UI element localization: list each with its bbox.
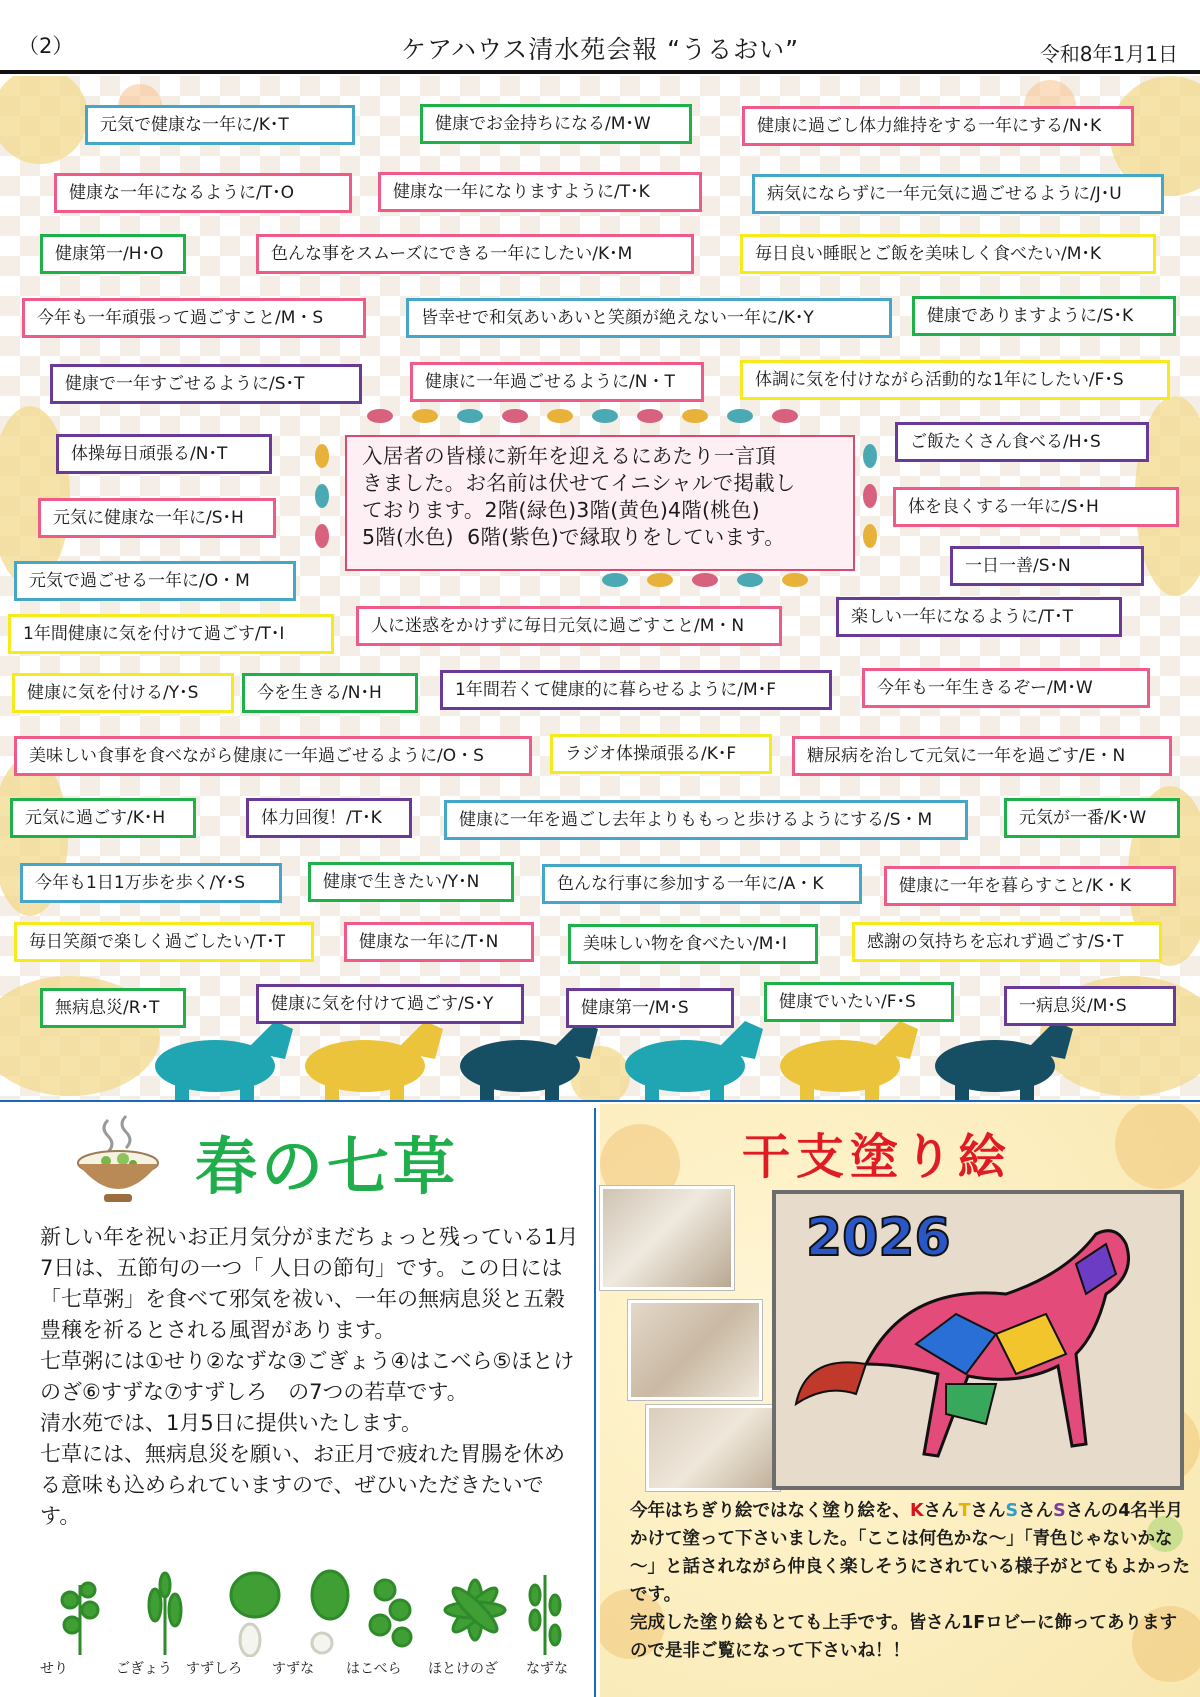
herb-label: ほとけのざ: [428, 1661, 498, 1677]
herb-label: すずしろ: [186, 1661, 243, 1677]
artwork-year-label: 2026: [806, 1208, 951, 1268]
activity-photo: [628, 1300, 762, 1400]
wish-card: 病気にならずに一年元気に過ごせるように/J･U: [752, 174, 1164, 214]
wish-card: 元気で過ごせる一年に/O・M: [14, 561, 296, 601]
wish-card: 元気に過ごす/K･H: [10, 798, 196, 838]
nanakusa-body: [40, 1222, 580, 1532]
wish-card: 毎日笑顔で楽しく過ごしたい/T･T: [14, 922, 314, 962]
eto-text-part: 今年はちぎり絵ではなく塗り絵を、: [630, 1501, 910, 1521]
wish-card: 人に迷惑をかけずに毎日元気に過ごすこと/M・N: [356, 606, 782, 646]
column-divider: [594, 1108, 596, 1697]
section-divider: [0, 1100, 1200, 1102]
initial-s: S: [1005, 1501, 1019, 1521]
wish-card: 一病息災/M･S: [1004, 986, 1176, 1026]
wish-card: 毎日良い睡眠とご飯を美味しく食べたい/M･K: [740, 234, 1156, 274]
eto-text-part: さん: [923, 1501, 959, 1521]
wish-card: 健康に一年を暮らすこと/K・K: [884, 866, 1176, 906]
initial-s: S: [1053, 1501, 1066, 1521]
eto-coloring-title: 干支塗り絵: [742, 1129, 1013, 1185]
wish-card: 色んな行事に参加する一年に/A・K: [542, 864, 862, 904]
wish-card: 無病息災/R･T: [40, 988, 186, 1028]
wish-card: 楽しい一年になるように/T･T: [836, 597, 1122, 637]
wish-card: 健康でありますように/S･K: [912, 296, 1176, 336]
wish-card: 体を良くする一年に/S･H: [893, 487, 1179, 527]
wish-card: 皆幸せで和気あいあいと笑顔が絶えない一年に/K･Y: [406, 298, 892, 338]
colorful-horse-drawing: [776, 1194, 1180, 1486]
wish-card: 健康でいたい/F･S: [764, 982, 954, 1022]
wish-card: 健康に一年過ごせるように/N・T: [410, 362, 704, 402]
nanakusa-title: 春の七草: [195, 1130, 460, 1203]
herb-label: ごぎょう: [116, 1661, 172, 1677]
wish-card: 健康でお金持ちになる/M･W: [420, 104, 692, 144]
activity-photo: [600, 1186, 734, 1290]
wish-card: 健康に過ごし体力維持をする一年にする/N･K: [742, 106, 1134, 146]
wish-card: 体調に気を付けながら活動的な1年にしたい/F･S: [740, 360, 1170, 400]
wish-card: 元気で健康な一年に/K･T: [85, 105, 355, 145]
rice-porridge-bowl-icon: [68, 1108, 168, 1208]
wish-card: 今年も1日1万歩を歩く/Y･S: [20, 863, 282, 903]
herb-label: はこべら: [346, 1661, 402, 1677]
nanakusa-paragraph: 新しい年を祝いお正月気分がまだちょっと残っている1月7日は、五節句の一つ「 人日の節句」です。この日には「七草粥」を食べて邪気を祓い、一年の無病息災と五穀豊穣を祈るとされる風習があります。: [40, 1225, 579, 1342]
page-header: [0, 0, 1200, 72]
wish-card: 健康な一年になるように/T･O: [54, 173, 352, 213]
wish-card: 糖尿病を治して元気に一年を過ごす/E・N: [792, 736, 1172, 776]
wish-card: 感謝の気持ちを忘れず過ごす/S･T: [852, 922, 1162, 962]
wish-card: 健康第一/H･O: [40, 234, 186, 274]
wish-card: 美味しい食事を食べながら健康に一年過ごせるように/O・S: [14, 736, 532, 776]
initial-k: K: [910, 1501, 924, 1521]
eto-text-part: 完成した塗り絵もとても上手です。皆さん1Fロビーに飾ってありますので是非ご覧になって下さいね！！: [630, 1613, 1178, 1661]
wish-card: 美味しい物を食べたい/M･I: [568, 924, 818, 964]
intro-message-box: 入居者の皆様に新年を迎えるにあたり一言頂 きました。お名前は伏せてイニシャルで掲載し ております。2階(緑色)3階(黄色)4階(桃色) 5階(水色) 6階(紫色)で縁取りをしています。: [345, 435, 855, 571]
wish-card: 一日一善/S･N: [950, 546, 1144, 586]
eto-text-part: さん: [1018, 1501, 1054, 1521]
herb-label: せり: [40, 1661, 68, 1677]
wish-card: 健康で生きたい/Y･N: [308, 862, 514, 902]
wish-card: 健康に気を付けて過ごす/S･Y: [256, 984, 524, 1024]
wish-card: 今を生きる/N･H: [242, 673, 418, 713]
herb-label: なずな: [526, 1661, 568, 1677]
eto-coloring-description: [630, 1497, 1190, 1665]
nanakusa-paragraph: 清水苑では、1月5日に提供いたします。: [40, 1411, 423, 1435]
horse-coloring-artwork: [772, 1190, 1184, 1490]
wish-card: 健康な一年になりますように/T･K: [378, 172, 702, 212]
wish-card: 健康第一/M･S: [566, 988, 734, 1028]
wish-card: ご飯たくさん食べる/H･S: [895, 422, 1149, 462]
wish-card: 今年も一年生きるぞー/M･W: [862, 668, 1150, 708]
wish-card: 健康に気を付ける/Y･S: [12, 673, 234, 713]
wish-card: 体力回復！/T･K: [246, 798, 412, 838]
nanakusa-paragraph: 七草粥には①せり②なずな③ごぎょう④はこべら⑤ほとけのざ⑥すずな⑦すずしろ の7つの若草です。: [40, 1349, 575, 1404]
wish-card: 健康で一年すごせるように/S･T: [50, 364, 362, 404]
wish-card: 元気が一番/K･W: [1004, 798, 1180, 838]
header-rule: [0, 70, 1200, 74]
newsletter-title: ケアハウス清水苑会報 “うるおい”: [400, 35, 800, 64]
issue-date: 令和8年1月1日: [1039, 42, 1178, 66]
wish-card: 1年間健康に気を付けて過ごす/T･I: [8, 614, 334, 654]
wish-card: 健康な一年に/T･N: [344, 922, 534, 962]
wish-card: ラジオ体操頑張る/K･F: [550, 734, 772, 774]
nanakusa-paragraph: 七草には、無病息災を願い、お正月で疲れた胃腸を休める意味も込められていますので、ぜひいただきたいです。: [40, 1442, 565, 1528]
eto-text-part: さんの4名半月かけて塗って下さいました。「ここは何色かな～」「青色じゃないかな～」と話されながら仲良く楽しそうにされている様子がとてもよかったです。: [630, 1501, 1190, 1605]
wish-card: 体操毎日頑張る/N･T: [56, 434, 272, 474]
initial-t: T: [958, 1501, 971, 1521]
eto-text-part: さん: [970, 1501, 1006, 1521]
wish-card: 今年も一年頑張って過ごすこと/M・S: [22, 298, 366, 338]
herb-label: すずな: [272, 1661, 315, 1677]
page-number: （2）: [18, 34, 74, 58]
wish-card: 色んな事をスムーズにできる一年にしたい/K･M: [256, 234, 694, 274]
wish-card: 健康に一年を過ごし去年よりももっと歩けるようにする/S・M: [444, 800, 968, 840]
wish-card: 元気に健康な一年に/S･H: [38, 498, 276, 538]
seven-herbs-illustration: [40, 1565, 585, 1657]
activity-photo: [646, 1405, 780, 1491]
wish-card: 1年間若くて健康的に暮らせるように/M･F: [440, 670, 832, 710]
